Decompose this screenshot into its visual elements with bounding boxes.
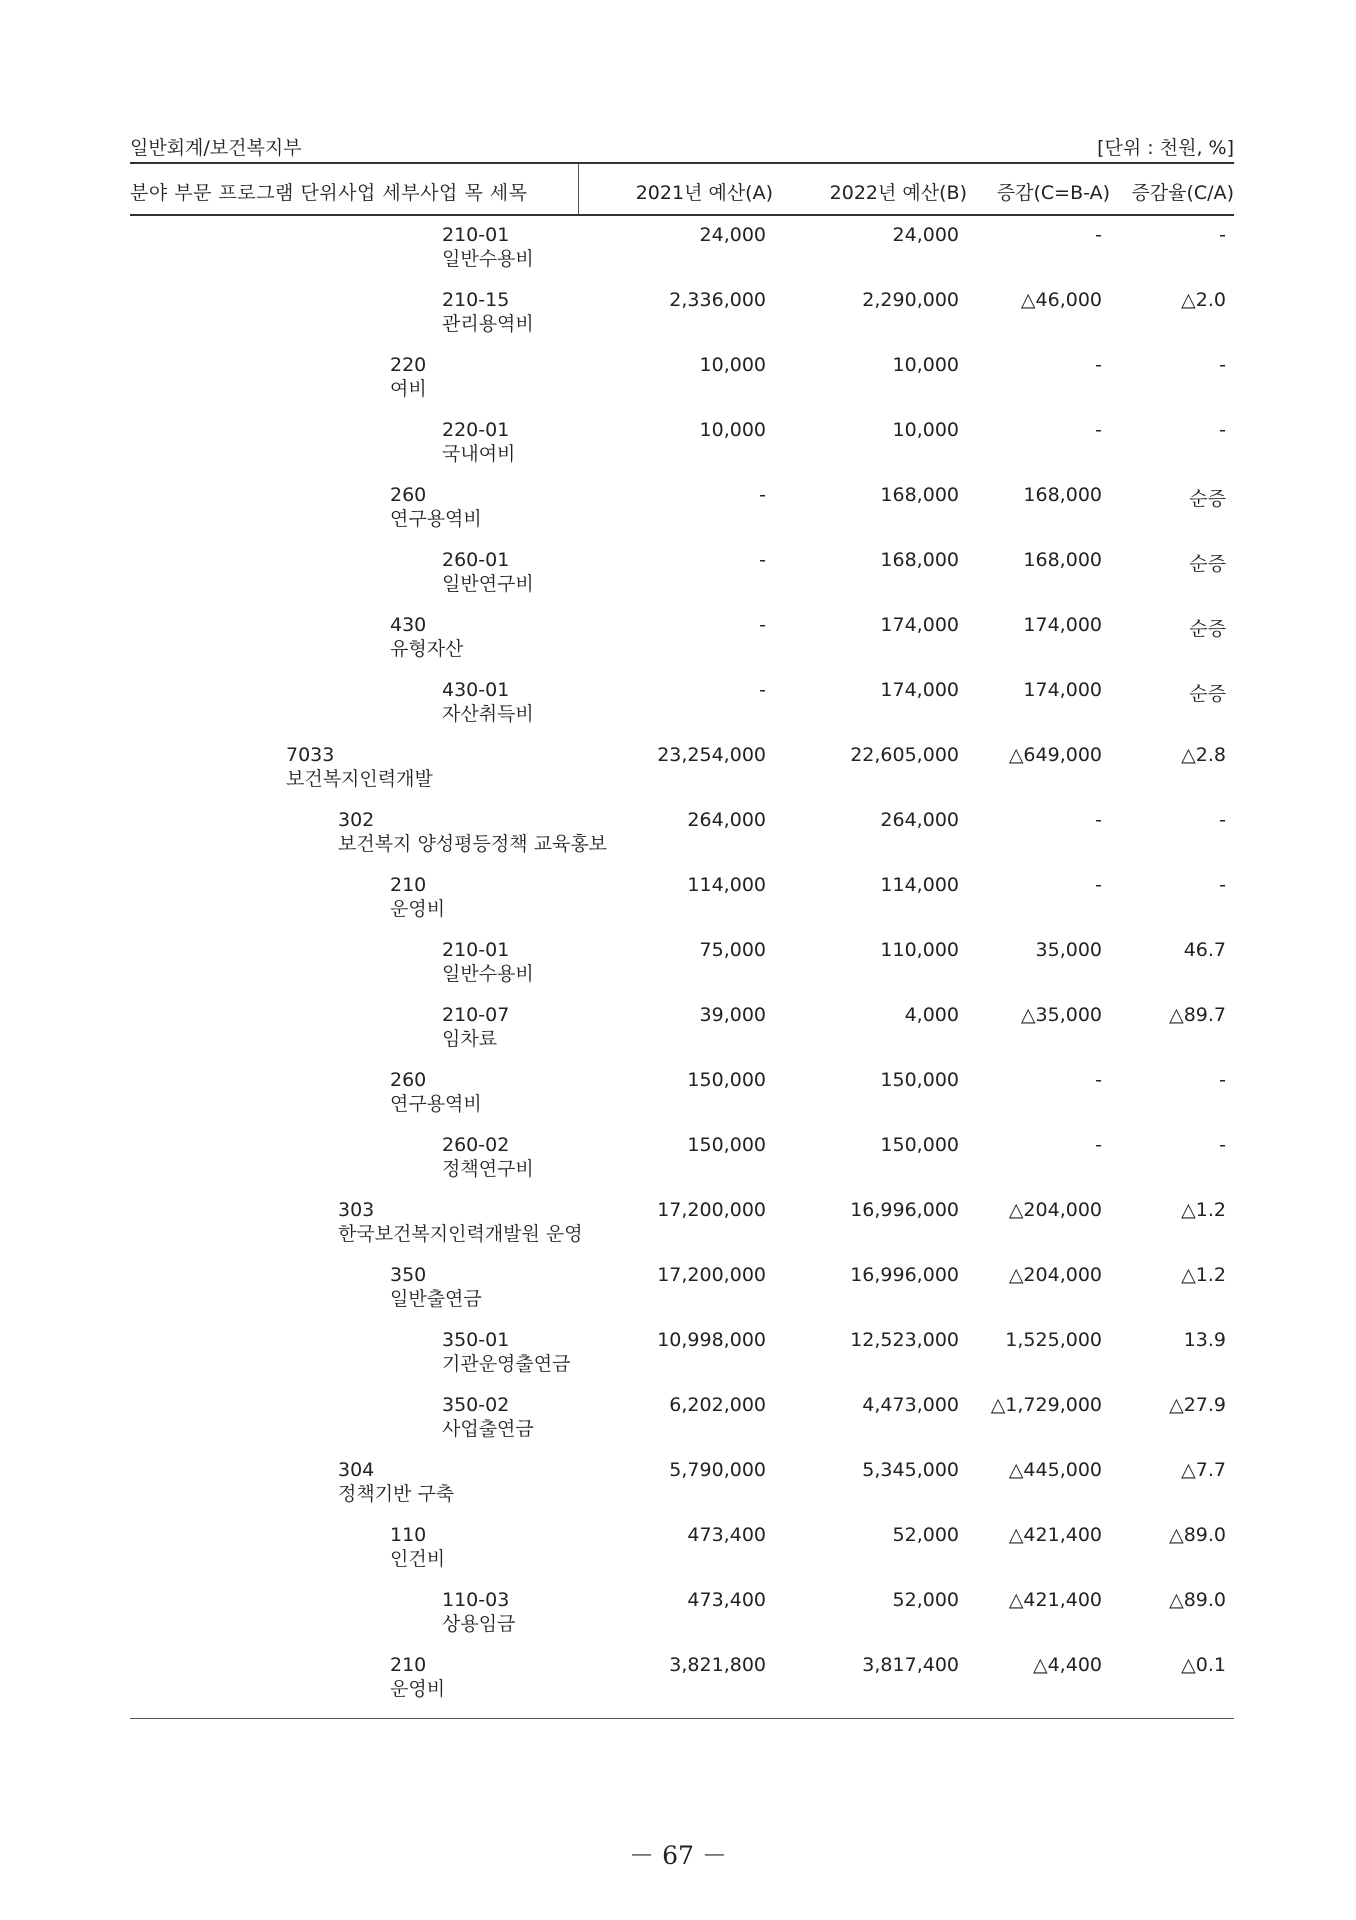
cell-2022-budget: 168,000: [880, 484, 959, 506]
table-row: [0, 1457, 1356, 1522]
cell-2021-budget: 473,400: [687, 1524, 766, 1546]
cell-2022-budget: 168,000: [880, 549, 959, 571]
table-row: [0, 1522, 1356, 1587]
cell-change: -: [1095, 1134, 1102, 1156]
cell-change: △204,000: [1008, 1264, 1102, 1286]
cell-2022-budget: 264,000: [880, 809, 959, 831]
item-name: 국내여비: [442, 443, 516, 465]
cell-2022-budget: 150,000: [880, 1134, 959, 1156]
cell-change: △46,000: [1020, 289, 1102, 311]
item-code: 210-01: [442, 939, 510, 961]
item-code: 210-15: [442, 289, 510, 311]
cell-2021-budget: -: [759, 679, 766, 701]
account-title: 일반회계/보건복지부: [130, 137, 302, 159]
table-row: [0, 612, 1356, 677]
item-name: 보건복지 양성평등정책 교육홍보: [338, 833, 608, 855]
table-row: [0, 1132, 1356, 1197]
cell-change: -: [1095, 874, 1102, 896]
cell-2021-budget: 2,336,000: [669, 289, 766, 311]
cell-2022-budget: 174,000: [880, 679, 959, 701]
table-row: [0, 677, 1356, 742]
cell-2021-budget: 23,254,000: [657, 744, 766, 766]
cell-change-rate: -: [1219, 354, 1226, 376]
item-code: 220: [390, 354, 427, 376]
cell-2022-budget: 10,000: [892, 354, 959, 376]
cell-2021-budget: 114,000: [687, 874, 766, 896]
cell-change: △204,000: [1008, 1199, 1102, 1221]
item-code: 110-03: [442, 1589, 510, 1611]
item-name: 일반연구비: [442, 573, 534, 595]
cell-change-rate: 순증: [1189, 553, 1226, 575]
item-name: 운영비: [390, 1678, 446, 1700]
cell-2021-budget: 150,000: [687, 1134, 766, 1156]
cell-2021-budget: -: [759, 614, 766, 636]
table-row: [0, 937, 1356, 1002]
cell-2022-budget: 4,473,000: [862, 1394, 959, 1416]
header-column-divider: [578, 164, 579, 214]
cell-change-rate: △89.0: [1169, 1524, 1226, 1546]
item-code: 430-01: [442, 679, 510, 701]
cell-change-rate: △89.7: [1169, 1004, 1226, 1026]
cell-2021-budget: 5,790,000: [669, 1459, 766, 1481]
cell-2021-budget: 473,400: [687, 1589, 766, 1611]
cell-2021-budget: 6,202,000: [669, 1394, 766, 1416]
table-row: [0, 547, 1356, 612]
cell-change: △1,729,000: [990, 1394, 1102, 1416]
table-bottom-rule: [130, 1718, 1234, 1719]
table-row: [0, 807, 1356, 872]
column-header-2022-budget: 2022년 예산(B): [829, 182, 967, 204]
item-name: 정책기반 구축: [338, 1483, 455, 1505]
cell-change-rate: -: [1219, 1134, 1226, 1156]
cell-change: -: [1095, 419, 1102, 441]
item-code: 350-01: [442, 1329, 510, 1351]
item-code: 350: [390, 1264, 427, 1286]
cell-change-rate: △2.8: [1181, 744, 1226, 766]
cell-change-rate: 순증: [1189, 488, 1226, 510]
item-name: 인건비: [390, 1548, 446, 1570]
table-row: [0, 352, 1356, 417]
cell-change-rate: △2.0: [1181, 289, 1226, 311]
item-code: 210: [390, 874, 427, 896]
column-header-change: 증감(C=B-A): [996, 182, 1110, 204]
item-name: 정책연구비: [442, 1158, 534, 1180]
column-header-tree: 분야 부문 프로그램 단위사업 세부사업 목 세목: [130, 182, 528, 204]
cell-change-rate: -: [1219, 874, 1226, 896]
cell-change: △421,400: [1008, 1589, 1102, 1611]
cell-2021-budget: 24,000: [699, 224, 766, 246]
cell-2022-budget: 12,523,000: [850, 1329, 959, 1351]
cell-change: 168,000: [1023, 484, 1102, 506]
cell-change-rate: △89.0: [1169, 1589, 1226, 1611]
cell-change: 168,000: [1023, 549, 1102, 571]
cell-2021-budget: 17,200,000: [657, 1199, 766, 1221]
item-name: 일반수용비: [442, 248, 534, 270]
item-code: 260-02: [442, 1134, 510, 1156]
header-bottom-rule: [130, 214, 1234, 216]
cell-change-rate: 13.9: [1183, 1329, 1226, 1351]
item-code: 210-01: [442, 224, 510, 246]
cell-2022-budget: 3,817,400: [862, 1654, 959, 1676]
cell-2021-budget: -: [759, 484, 766, 506]
cell-2021-budget: 10,998,000: [657, 1329, 766, 1351]
table-row: [0, 222, 1356, 287]
table-row: [0, 1262, 1356, 1327]
table-top-rule: [130, 162, 1234, 164]
table-row: [0, 1652, 1356, 1717]
table-row: [0, 1197, 1356, 1262]
cell-change: -: [1095, 1069, 1102, 1091]
item-name: 운영비: [390, 898, 446, 920]
item-name: 기관운영출연금: [442, 1353, 571, 1375]
cell-change-rate: △0.1: [1181, 1654, 1226, 1676]
cell-change: △35,000: [1020, 1004, 1102, 1026]
cell-2022-budget: 110,000: [880, 939, 959, 961]
item-code: 350-02: [442, 1394, 510, 1416]
cell-2021-budget: 39,000: [699, 1004, 766, 1026]
cell-change-rate: △27.9: [1169, 1394, 1226, 1416]
item-name: 관리용역비: [442, 313, 534, 335]
cell-2021-budget: 264,000: [687, 809, 766, 831]
item-name: 상용임금: [442, 1613, 516, 1635]
cell-change: △445,000: [1008, 1459, 1102, 1481]
cell-2022-budget: 5,345,000: [862, 1459, 959, 1481]
cell-2022-budget: 16,996,000: [850, 1199, 959, 1221]
cell-2021-budget: 150,000: [687, 1069, 766, 1091]
cell-2022-budget: 24,000: [892, 224, 959, 246]
table-row: [0, 872, 1356, 937]
item-name: 임차료: [442, 1028, 498, 1050]
cell-change-rate: △1.2: [1181, 1199, 1226, 1221]
cell-change-rate: -: [1219, 1069, 1226, 1091]
cell-change: △649,000: [1008, 744, 1102, 766]
table-row: [0, 482, 1356, 547]
cell-2022-budget: 150,000: [880, 1069, 959, 1091]
cell-change-rate: △1.2: [1181, 1264, 1226, 1286]
item-code: 220-01: [442, 419, 510, 441]
table-row: [0, 1002, 1356, 1067]
cell-2021-budget: 10,000: [699, 354, 766, 376]
item-code: 260: [390, 1069, 427, 1091]
cell-change: 35,000: [1035, 939, 1102, 961]
item-name: 사업출연금: [442, 1418, 534, 1440]
item-name: 연구용역비: [390, 1093, 482, 1115]
item-name: 유형자산: [390, 638, 464, 660]
item-name: 자산취득비: [442, 703, 534, 725]
item-code: 430: [390, 614, 427, 636]
cell-change-rate: 순증: [1189, 618, 1226, 640]
item-name: 한국보건복지인력개발원 운영: [338, 1223, 583, 1245]
cell-change-rate: -: [1219, 419, 1226, 441]
cell-2022-budget: 4,000: [904, 1004, 959, 1026]
budget-table-body: [0, 222, 1356, 1717]
column-header-2021-budget: 2021년 예산(A): [635, 182, 773, 204]
table-row: [0, 1327, 1356, 1392]
cell-2022-budget: 114,000: [880, 874, 959, 896]
unit-note: [단위 : 천원, %]: [1097, 137, 1234, 159]
cell-2022-budget: 22,605,000: [850, 744, 959, 766]
column-header-change-rate: 증감율(C/A): [1131, 182, 1234, 204]
item-code: 260-01: [442, 549, 510, 571]
cell-2021-budget: 3,821,800: [669, 1654, 766, 1676]
table-row: [0, 417, 1356, 482]
table-row: [0, 1067, 1356, 1132]
item-code: 7033: [286, 744, 335, 766]
item-code: 303: [338, 1199, 375, 1221]
cell-2022-budget: 2,290,000: [862, 289, 959, 311]
cell-2021-budget: 10,000: [699, 419, 766, 441]
table-row: [0, 1392, 1356, 1457]
cell-change: △4,400: [1032, 1654, 1102, 1676]
cell-change: -: [1095, 354, 1102, 376]
cell-2021-budget: 17,200,000: [657, 1264, 766, 1286]
cell-change-rate: 46.7: [1183, 939, 1226, 961]
item-code: 210: [390, 1654, 427, 1676]
item-name: 여비: [390, 378, 427, 400]
cell-2022-budget: 16,996,000: [850, 1264, 959, 1286]
cell-change: -: [1095, 224, 1102, 246]
item-code: 304: [338, 1459, 375, 1481]
cell-change: 174,000: [1023, 614, 1102, 636]
cell-2022-budget: 52,000: [892, 1589, 959, 1611]
table-row: [0, 287, 1356, 352]
cell-2021-budget: -: [759, 549, 766, 571]
cell-2022-budget: 174,000: [880, 614, 959, 636]
item-name: 일반수용비: [442, 963, 534, 985]
cell-2022-budget: 10,000: [892, 419, 959, 441]
cell-change: -: [1095, 809, 1102, 831]
item-name: 일반출연금: [390, 1288, 482, 1310]
table-row: [0, 1587, 1356, 1652]
cell-change: △421,400: [1008, 1524, 1102, 1546]
item-code: 110: [390, 1524, 427, 1546]
item-name: 보건복지인력개발: [286, 768, 433, 790]
cell-change-rate: △7.7: [1181, 1459, 1226, 1481]
page-number: － 67 －: [629, 1841, 727, 1870]
cell-change: 174,000: [1023, 679, 1102, 701]
cell-2022-budget: 52,000: [892, 1524, 959, 1546]
item-code: 210-07: [442, 1004, 510, 1026]
cell-2021-budget: 75,000: [699, 939, 766, 961]
cell-change: 1,525,000: [1005, 1329, 1102, 1351]
table-row: [0, 742, 1356, 807]
cell-change-rate: -: [1219, 809, 1226, 831]
item-name: 연구용역비: [390, 508, 482, 530]
item-code: 260: [390, 484, 427, 506]
cell-change-rate: -: [1219, 224, 1226, 246]
item-code: 302: [338, 809, 375, 831]
cell-change-rate: 순증: [1189, 683, 1226, 705]
